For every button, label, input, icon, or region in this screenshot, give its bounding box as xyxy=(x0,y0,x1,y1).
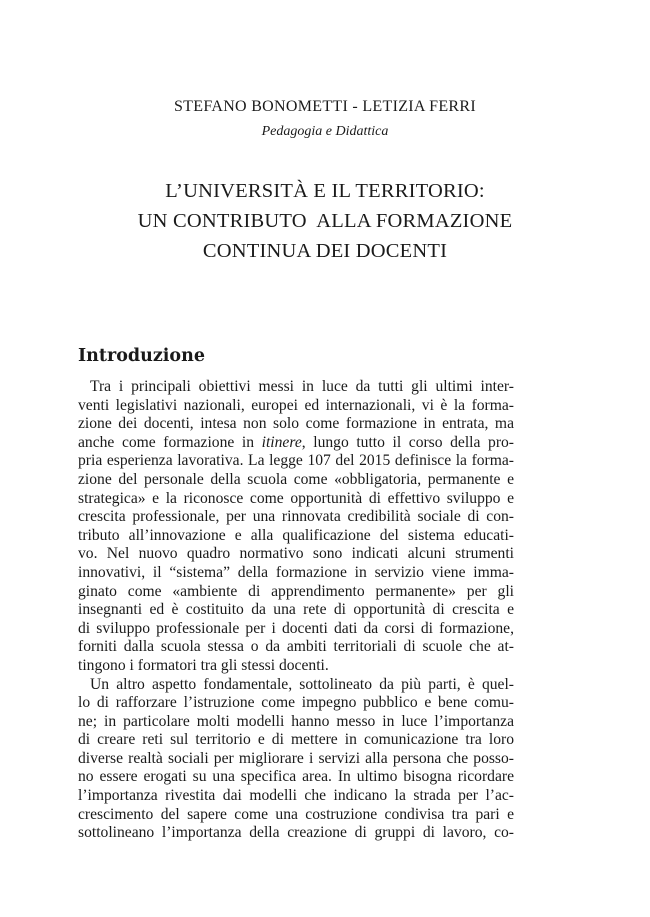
text-fragment: anche come formazione in xyxy=(78,433,262,451)
text-line: vo. Nel nuovo quadro normativo sono indicati alcuni strumenti xyxy=(78,545,514,563)
text-line: di sviluppo professionale per i docenti dati da corsi di formazione, xyxy=(78,619,514,637)
paragraph-2 xyxy=(78,676,514,843)
affiliation: Pedagogia e Didattica xyxy=(261,124,389,139)
article-title xyxy=(0,176,650,266)
text-line: crescita professionale, per una rinnovata credibilità sociale di con- xyxy=(78,508,514,526)
title-line: L’UNIVERSITÀ E IL TERRITORIO: xyxy=(165,180,485,202)
text-line: venti legislativi nazionali, europei ed internazionali, vi è la forma- xyxy=(78,396,514,414)
text-line: sottolineano l’importanza della creazione di gruppi di lavoro, co- xyxy=(78,824,514,842)
section-heading: Introduzione xyxy=(78,346,205,366)
paragraph-1 xyxy=(78,378,514,676)
title-line: CONTINUA DEI DOCENTI xyxy=(202,240,448,262)
italic-term: itinere xyxy=(261,433,302,451)
body-text xyxy=(78,378,514,843)
text-line: innovativi, il “sistema” della formazione in servizio viene imma- xyxy=(78,563,514,581)
text-fragment: , xyxy=(301,433,314,451)
text-line: ginato come «ambiente di apprendimento permanente» per gli xyxy=(78,582,514,600)
text-line: pria esperienza lavorativa. La legge 107 del 2015 definisce la forma- xyxy=(78,452,514,470)
text-fragment: lungo tutto il corso della pro- xyxy=(313,433,514,451)
text-line: insegnanti ed è costituito da una rete di opportunità di crescita e xyxy=(78,601,514,619)
text-line: Tra i principali obiettivi messi in luce da tutti gli ultimi inter- xyxy=(90,378,514,395)
text-line: tributo all’innovazione e alla qualificazione del sistema educati- xyxy=(78,526,514,544)
text-line: strategica» e la riconosce come opportunità di effettivo sviluppo e xyxy=(78,489,514,507)
text-line: tingono i formatori tra gli stessi docenti. xyxy=(78,656,329,674)
text-line: no essere erogati su una specifica area. In ultimo bisogna ricordare xyxy=(78,768,514,786)
text-line: di creare reti sul territorio e di mettere in comunicazione tra loro xyxy=(78,731,514,749)
text-line: Un altro aspetto fondamentale, sottolineato da più parti, è quel- xyxy=(90,675,514,693)
text-line: lo di rafforzare l’istruzione come impegno pubblico e bene comu- xyxy=(78,694,514,712)
text-line: zione del personale della scuola come «obbligatoria, permanente e xyxy=(78,470,514,488)
text-line: l’importanza rivestita dai modelli che indicano la strada per l’ac- xyxy=(78,787,514,805)
text-line-with-italic xyxy=(78,434,514,453)
text-line: ne; in particolare molti modelli hanno messo in luce l’importanza xyxy=(78,712,514,730)
title-line: UN CONTRIBUTO ALLA FORMAZIONE xyxy=(137,210,513,232)
text-line: zione dei docenti, intesa non solo come formazione in entrata, ma xyxy=(78,415,514,433)
text-line: diverse realtà sociali per migliorare i servizi alla persona che posso- xyxy=(78,749,514,767)
text-line: forniti dalla scuola stessa o da ambiti territoriali di scuole che at- xyxy=(78,638,514,656)
text-line: crescimento del sapere come una costruzione condivisa tra pari e xyxy=(78,805,514,823)
author-names: STEFANO BONOMETTI - LETIZIA FERRI xyxy=(173,98,477,115)
